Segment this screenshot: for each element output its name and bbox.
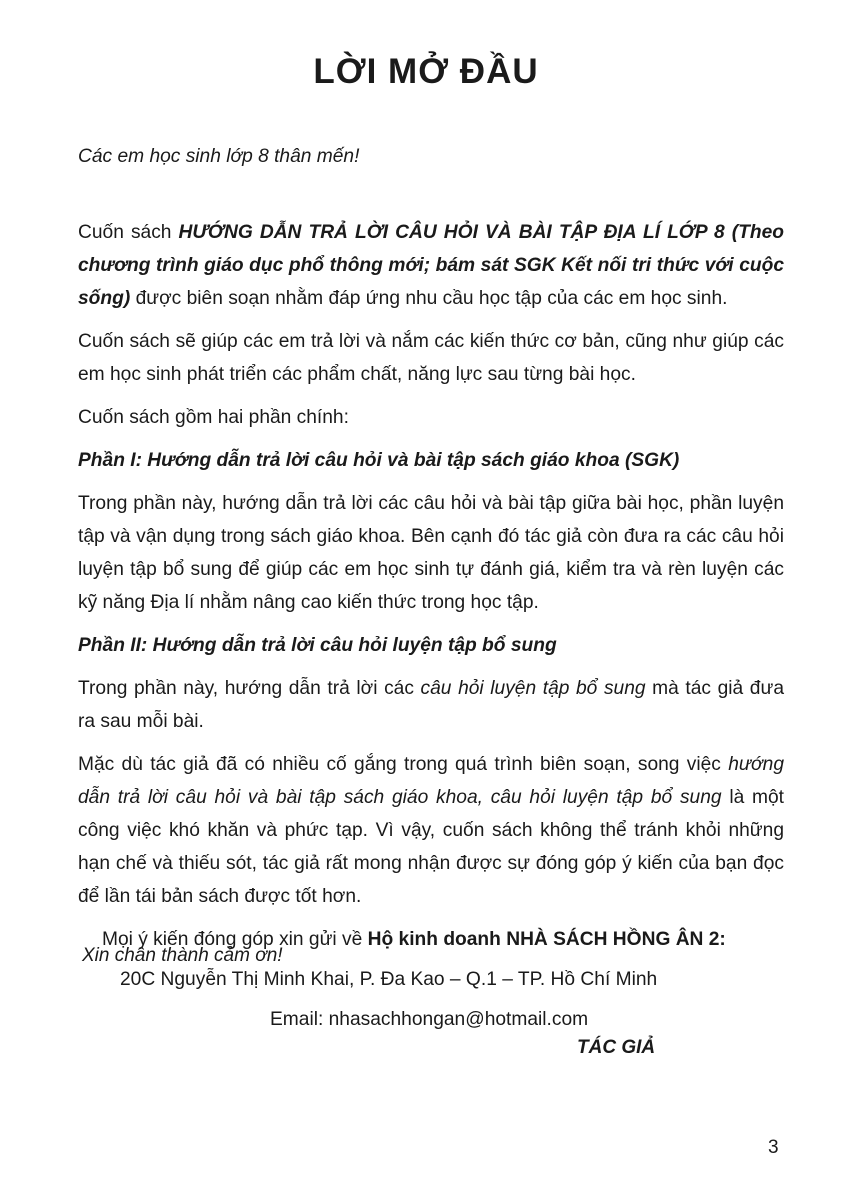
closing-paragraph [78,748,784,913]
greeting: Các em học sinh lớp 8 thân mến! [78,146,360,167]
closing-italic: hướng dẫn trả lời câu hỏi và bài tập sách giáo khoa, câu hỏi luyện tập bổ sung [78,754,784,808]
intro-prefix: Cuốn sách [78,222,179,243]
part1-text: Trong phần này, hướng dẫn trả lời các câu hỏi và bài tập giữa bài học, phần luyện tập và vận dụng trong sách giáo khoa. Bên cạnh đó tác giả còn đưa ra các câu hỏi luyện tập bổ sung để giúp các em học sinh tự đánh giá, kiểm tra và rèn luyện các kỹ năng Địa lí nhằm nâng cao kiến thức trong học tập. [78,493,784,613]
intro-paragraph [78,216,784,315]
page-number: 3 [768,1137,779,1158]
publisher-email: Email: nhasachhongan@hotmail.com [270,1009,589,1030]
part2-text-suffix: mà tác giả đưa ra sau mỗi bài. [78,678,784,732]
intro-suffix: được biên soạn nhằm đáp ứng nhu cầu học tập của các em học sinh. [130,288,728,309]
publisher-address: 20C Nguyễn Thị Minh Khai, P. Đa Kao – Q.1 – TP. Hồ Chí Minh [120,969,658,990]
part1-heading: Phần I: Hướng dẫn trả lời câu hỏi và bài tập sách giáo khoa (SGK) [78,450,680,471]
contact-prefix: Mọi ý kiến đóng góp xin gửi về [102,929,368,950]
closing-suffix: là một công việc khó khăn và phức tạp. Vì vậy, cuốn sách không thể tránh khỏi những hạn chế và thiếu sót, tác giả rất mong nhận được sự đóng góp ý kiến của bạn đọc để lần tái bản sách được tốt hơn. [78,787,785,907]
part2-text [78,672,784,738]
thanks-line: Xin chân thành cảm ơn! [82,945,283,966]
parts-paragraph: Cuốn sách gồm hai phần chính: [78,407,349,428]
part2-text-prefix: Trong phần này, hướng dẫn trả lời các [78,678,421,699]
preface-body [78,140,784,1036]
closing-prefix: Mặc dù tác giả đã có nhiều cố gắng trong quá trình biên soạn, song việc [78,754,729,775]
part2-text-italic: câu hỏi luyện tập bổ sung [420,678,646,699]
author-signature: TÁC GIẢ [577,1037,656,1058]
part2-heading: Phần II: Hướng dẫn trả lời câu hỏi luyện tập bổ sung [78,635,557,656]
book-title: HƯỚNG DẪN TRẢ LỜI CÂU HỎI VÀ BÀI TẬP ĐỊA LÍ LỚP 8 (Theo chương trình giáo dục phổ thông mới; bám sát SGK Kết nối tri thức với cuộc sống) [78,222,784,309]
help-paragraph: Cuốn sách sẽ giúp các em trả lời và nắm các kiến thức cơ bản, cũng như giúp các em học sinh phát triển các phẩm chất, năng lực sau từng bài học. [78,331,784,385]
publisher-name: Hộ kinh doanh NHÀ SÁCH HỒNG ÂN 2: [367,929,726,950]
page-title: LỜI MỞ ĐẦU [313,52,539,91]
